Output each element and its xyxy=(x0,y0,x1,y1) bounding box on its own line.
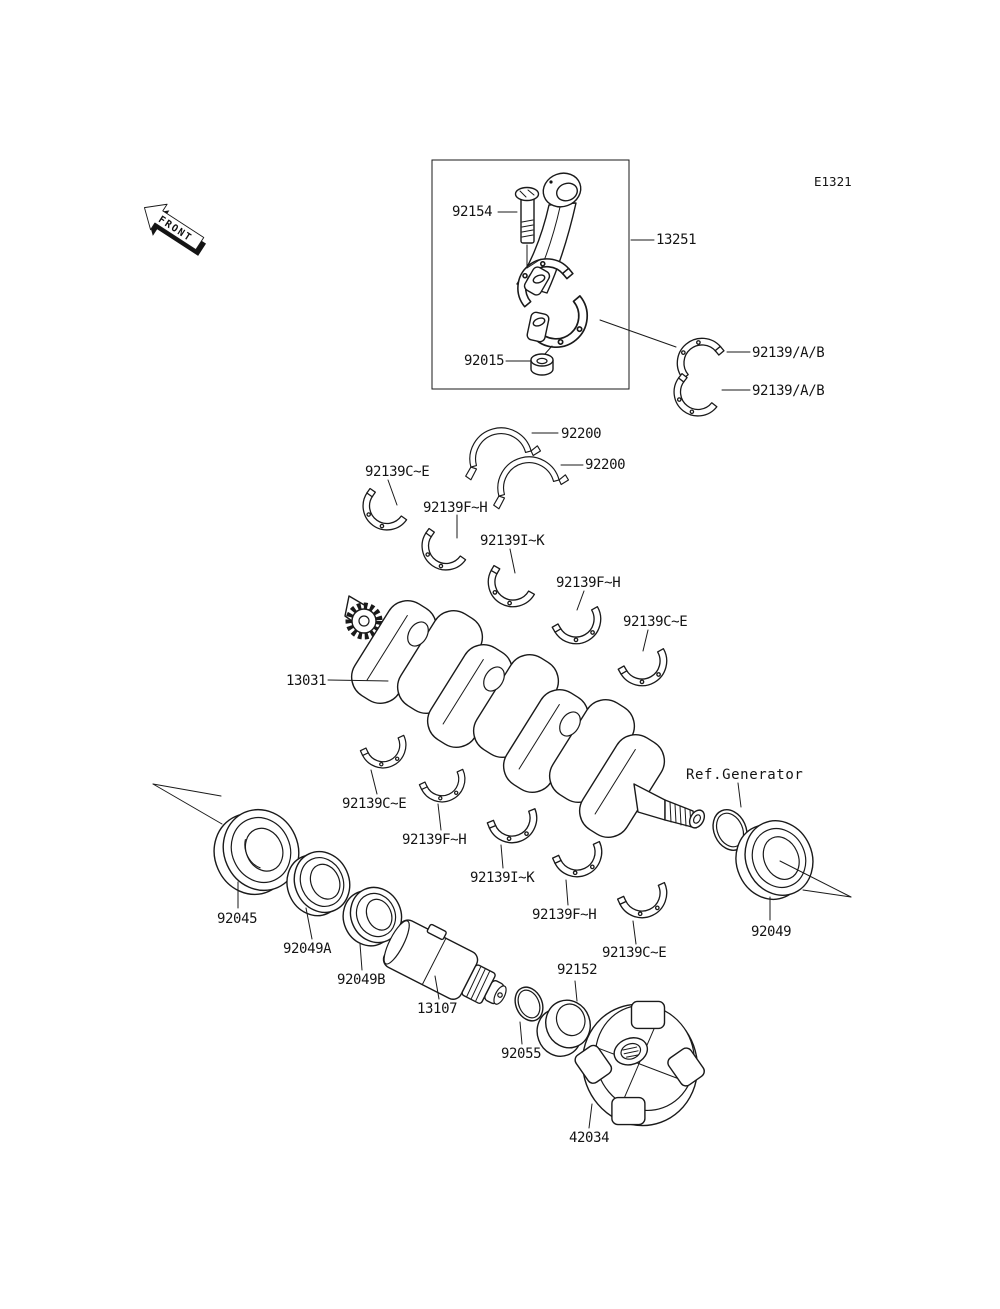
ref-generator-label: Ref.Generator xyxy=(686,767,804,783)
part-label-main-bearing-l2: 92139F~H xyxy=(402,832,467,848)
part-label-92200-rear: 92200 xyxy=(585,457,626,473)
part-label-92049a: 92049A xyxy=(283,941,332,957)
part-label-rod-bearing-top: 92139/A/B xyxy=(752,345,825,361)
part-label-main-bearing-u4: 92139F~H xyxy=(556,575,621,591)
part-label-main-bearing-l5: 92139C~E xyxy=(602,945,667,961)
thrust-washers-drawing xyxy=(456,419,571,510)
part-label-main-bearing-l3: 92139I~K xyxy=(470,870,535,886)
front-arrow-icon xyxy=(134,195,212,263)
part-label-92200-front: 92200 xyxy=(561,426,602,442)
part-label-main-bearing-l4: 92139F~H xyxy=(532,907,597,923)
part-label-main-bearing-u3: 92139I~K xyxy=(480,533,545,549)
part-label-92154: 92154 xyxy=(452,204,493,220)
part-label-92015: 92015 xyxy=(464,353,505,369)
part-label-92152: 92152 xyxy=(557,962,598,978)
part-label-92049b: 92049B xyxy=(337,972,386,988)
conrod-bolt-drawing xyxy=(516,188,539,244)
part-label-main-bearing-l1: 92139C~E xyxy=(342,796,407,812)
rod-bearing-shells-drawing xyxy=(664,328,724,425)
part-label-92045: 92045 xyxy=(217,911,258,927)
part-label-main-bearing-u2: 92139F~H xyxy=(423,500,488,516)
part-label-13107: 13107 xyxy=(417,1001,458,1017)
part-label-92049: 92049 xyxy=(751,924,792,940)
part-label-main-bearing-u5: 92139C~E xyxy=(623,614,688,630)
part-label-main-bearing-u1: 92139C~E xyxy=(365,464,430,480)
front-arrow-text: FRONT xyxy=(156,214,195,245)
part-label-13031: 13031 xyxy=(286,673,327,689)
part-label-13251: 13251 xyxy=(656,232,697,248)
part-label-rod-bearing-bottom: 92139/A/B xyxy=(752,383,825,399)
part-label-92055: 92055 xyxy=(501,1046,542,1062)
sheet-code: E1321 xyxy=(814,174,852,189)
nut-drawing xyxy=(531,354,553,375)
part-label-42034: 42034 xyxy=(569,1130,610,1146)
